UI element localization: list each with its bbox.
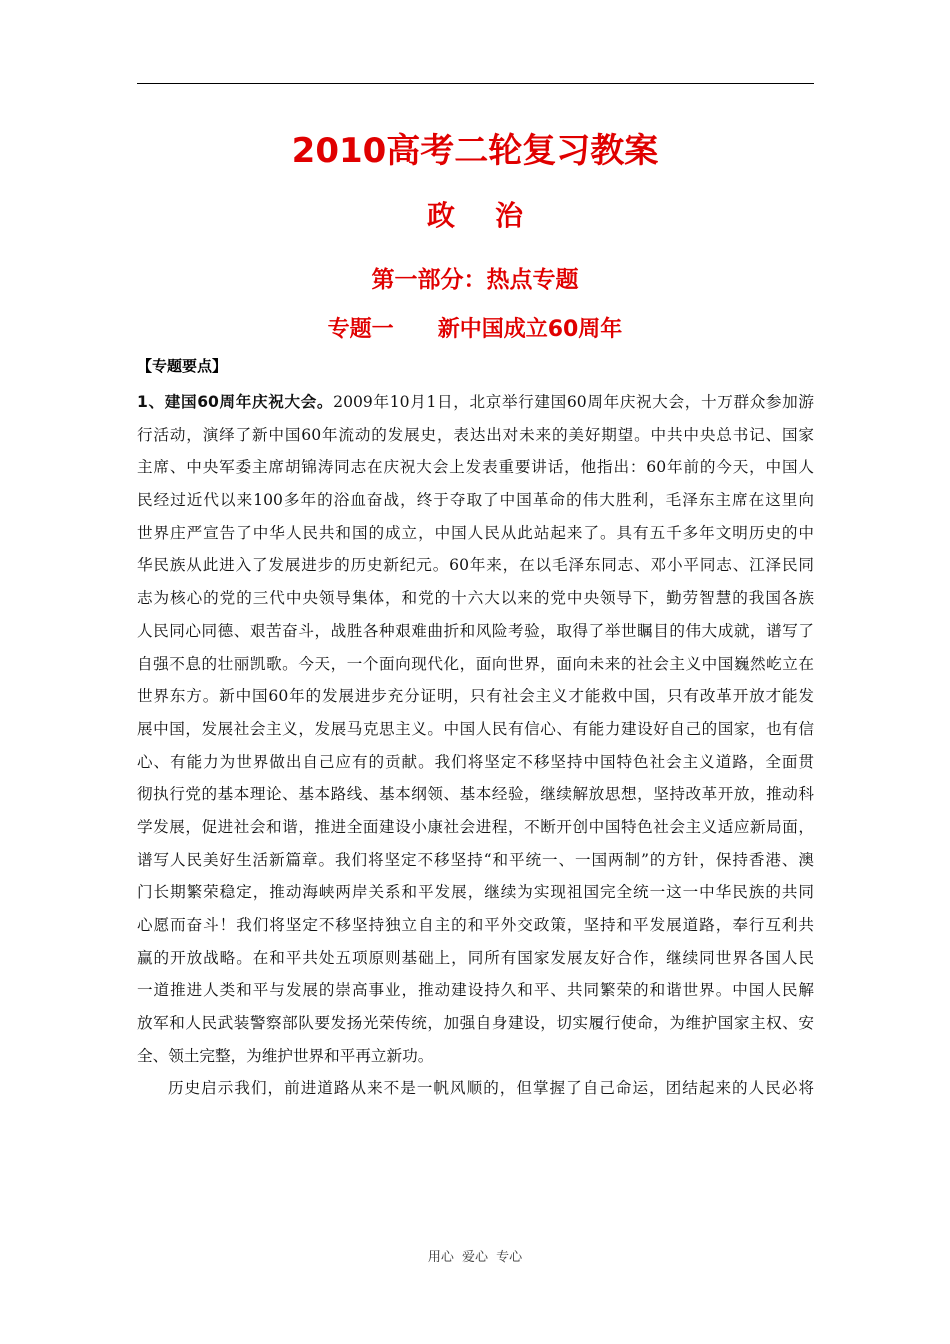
text-line: 民经过近代以来100多年的浴血奋战，终于夺取了中国革命的伟大胜利，毛泽东主席在这里向 (137, 491, 814, 510)
text-line: 主席、中央军委主席胡锦涛同志在庆祝大会上发表重要讲话，他指出：60年前的今天，中国人 (137, 458, 814, 477)
item-lead: 1、建国60周年庆祝大会。 (137, 393, 334, 411)
text-line: 学发展，促进社会和谐，推进全面建设小康社会进程，不断开创中国特色社会主义适应新局面， (137, 817, 814, 836)
text-line: 历史启示我们，前进道路从来不是一帆风顺的，但掌握了自己命运，团结起来的人民必将 (168, 1079, 814, 1098)
text-line: 门长期繁荣稳定，推动海峡两岸关系和平发展，继续为实现祖国完全统一这一中华民族的共同 (137, 883, 814, 902)
text-line: 放军和人民武装警察部队要发扬光荣传统，加强自身建设，切实履行使命，为维护国家主权、安 (137, 1014, 814, 1033)
text-line: 世界东方。新中国60年的发展进步充分证明，只有社会主义才能救中国，只有改革开放才能发 (137, 687, 814, 706)
section-label: 【专题要点】 (137, 357, 228, 375)
text-line: 谱写人民美好生活新篇章。我们将坚定不移坚持“和平统一、一国两制”的方针，保持香港、澳 (137, 850, 814, 869)
text-line: 自强不息的壮丽凯歌。今天，一个面向现代化，面向世界，面向未来的社会主义中国巍然屹立在 (137, 654, 814, 673)
text-line: 一道推进人类和平与发展的崇高事业，推动建设持久和平、共同繁荣的和谐世界。中国人民解 (137, 981, 814, 1000)
subject-heading: 政治 (426, 199, 563, 232)
text-line: 心、有能力为世界做出自己应有的贡献。我们将坚定不移坚持中国特色社会主义道路，全面贯 (137, 752, 814, 771)
topic-heading (0, 313, 950, 347)
text-line: 赢的开放战略。在和平共处五项原则基础上，同所有国家发展友好合作，继续同世界各国人民 (137, 948, 814, 967)
text-line: 人民同心同德、艰苦奋斗，战胜各种艰难曲折和风险考验，取得了举世瞩目的伟大成就，谱写了 (137, 621, 814, 640)
text-line: 行活动，演绎了新中国60年流动的发展史，表达出对未来的美好期望。中共中央总书记、国家 (137, 425, 814, 444)
text-line: 志为核心的党的三代中央领导集体，和党的十六大以来的党中央领导下，勤劳智慧的我国各族 (137, 589, 814, 608)
text-line: 全、领土完整，为维护世界和平再立新功。 (137, 1046, 434, 1065)
body-text (137, 386, 814, 1105)
document-title: 2010高考二轮复习教案 (291, 131, 659, 171)
topic-number: 专题一 (327, 317, 394, 342)
topic-name: 新中国成立60周年 (437, 317, 623, 342)
part-heading: 第一部分：热点专题 (371, 267, 579, 293)
text-line: 华民族从此进入了发展进步的历史新纪元。60年来，在以毛泽东同志、邓小平同志、江泽民同 (137, 556, 814, 575)
text-line: 世界庄严宣告了中华人民共和国的成立，中国人民从此站起来了。具有五千多年文明历史的中 (137, 523, 814, 542)
text-line: 展中国，发展社会主义，发展马克思主义。中国人民有信心、有能力建设好自己的国家，也有信 (137, 719, 814, 738)
page-footer: 用心 爱心 专心 (427, 1250, 523, 1265)
text-line: 彻执行党的基本理论、基本路线、基本纲领、基本经验，继续解放思想，坚持改革开放，推动科 (137, 785, 814, 804)
text-line: 1、建国60周年庆祝大会。2009年10月1日，北京举行建国60周年庆祝大会，十万群众参加游 (137, 393, 814, 411)
text-line: 心愿而奋斗！我们将坚定不移坚持独立自主的和平外交政策，坚持和平发展道路，奉行互利共 (137, 916, 814, 934)
header-rule (137, 83, 814, 84)
